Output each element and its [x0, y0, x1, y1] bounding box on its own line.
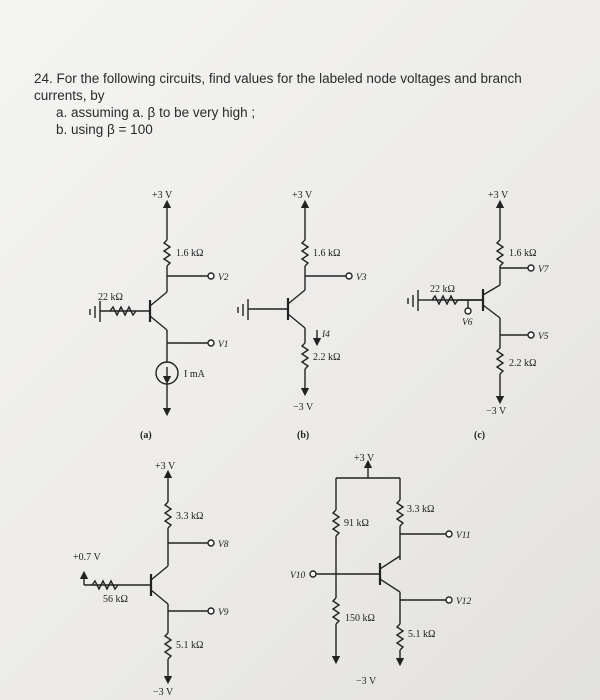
resistor-re-d: [165, 633, 171, 659]
e-supply-top: +3 V: [354, 453, 375, 464]
b-supply-top: +3 V: [292, 190, 313, 201]
question-line-1: 24. For the following circuits, find values for the labeled node voltages and branch: [34, 71, 522, 86]
resistor-rc-d: [165, 502, 171, 528]
c-re-label: 2.2 kΩ: [509, 358, 537, 369]
c-v5-label: V5: [538, 332, 549, 342]
d-rc-label: 3.3 kΩ: [176, 511, 204, 522]
question-item-a: a. assuming a. β to be very high ;: [56, 105, 256, 120]
resistor-rc-e: [397, 500, 403, 526]
e-rbottom-label: 150 kΩ: [345, 613, 375, 624]
resistor-rc-b: [302, 240, 308, 266]
circuit-a: [90, 204, 214, 412]
resistor-re-b: [302, 343, 308, 369]
a-supply-top: +3 V: [152, 190, 173, 201]
e-v11-label: V11: [456, 531, 471, 541]
d-supply-top: +3 V: [155, 461, 176, 472]
d-re-label: 5.1 kΩ: [176, 640, 204, 651]
a-v2-label: V2: [218, 273, 229, 283]
a-rc-label: 1.6 kΩ: [176, 248, 204, 259]
e-v10-label: V10: [290, 571, 306, 581]
c-supply-top: +3 V: [488, 190, 509, 201]
c-v6-label: V6: [462, 318, 473, 328]
b-i4-label: I4: [322, 330, 330, 340]
e-rc-label: 3.3 kΩ: [407, 504, 435, 515]
d-v8-label: V8: [218, 540, 229, 550]
d-supply-bottom: −3 V: [153, 687, 174, 698]
e-re-label: 5.1 kΩ: [408, 629, 436, 640]
b-v3-label: V3: [356, 273, 367, 283]
e-v12-label: V12: [456, 597, 472, 607]
b-caption: (b): [297, 430, 310, 441]
e-supply-bottom: −3 V: [356, 676, 377, 687]
resistor-rbottom-e: [333, 598, 339, 624]
e-rtop-label: 91 kΩ: [344, 518, 369, 529]
d-input-voltage: +0.7 V: [73, 552, 101, 563]
b-re-label: 2.2 kΩ: [313, 352, 341, 363]
d-v9-label: V9: [218, 608, 229, 618]
resistor-re-e: [397, 624, 403, 650]
b-rc-label: 1.6 kΩ: [313, 248, 341, 259]
circuit-b: [238, 204, 352, 392]
resistor-rc-c: [497, 240, 503, 266]
resistor-rtop-e: [333, 510, 339, 536]
c-caption: (c): [474, 430, 486, 441]
c-supply-bottom: −3 V: [486, 406, 507, 417]
resistor-re-c: [497, 348, 503, 374]
d-rb-label: 56 kΩ: [103, 594, 128, 605]
c-rc-label: 1.6 kΩ: [509, 248, 537, 259]
a-v1-label: V1: [218, 340, 229, 350]
c-v7-label: V7: [538, 265, 549, 275]
c-rb-label: 22 kΩ: [430, 284, 455, 295]
a-rb-label: 22 kΩ: [98, 292, 123, 303]
question-item-b: b. using β = 100: [56, 122, 153, 137]
resistor-rc-a: [164, 240, 170, 266]
a-caption: (a): [140, 430, 152, 441]
question-line-2: currents, by: [34, 88, 105, 103]
a-current-label: I mA: [184, 369, 205, 380]
b-supply-bottom: −3 V: [293, 402, 314, 413]
circuit-c: [408, 204, 537, 400]
